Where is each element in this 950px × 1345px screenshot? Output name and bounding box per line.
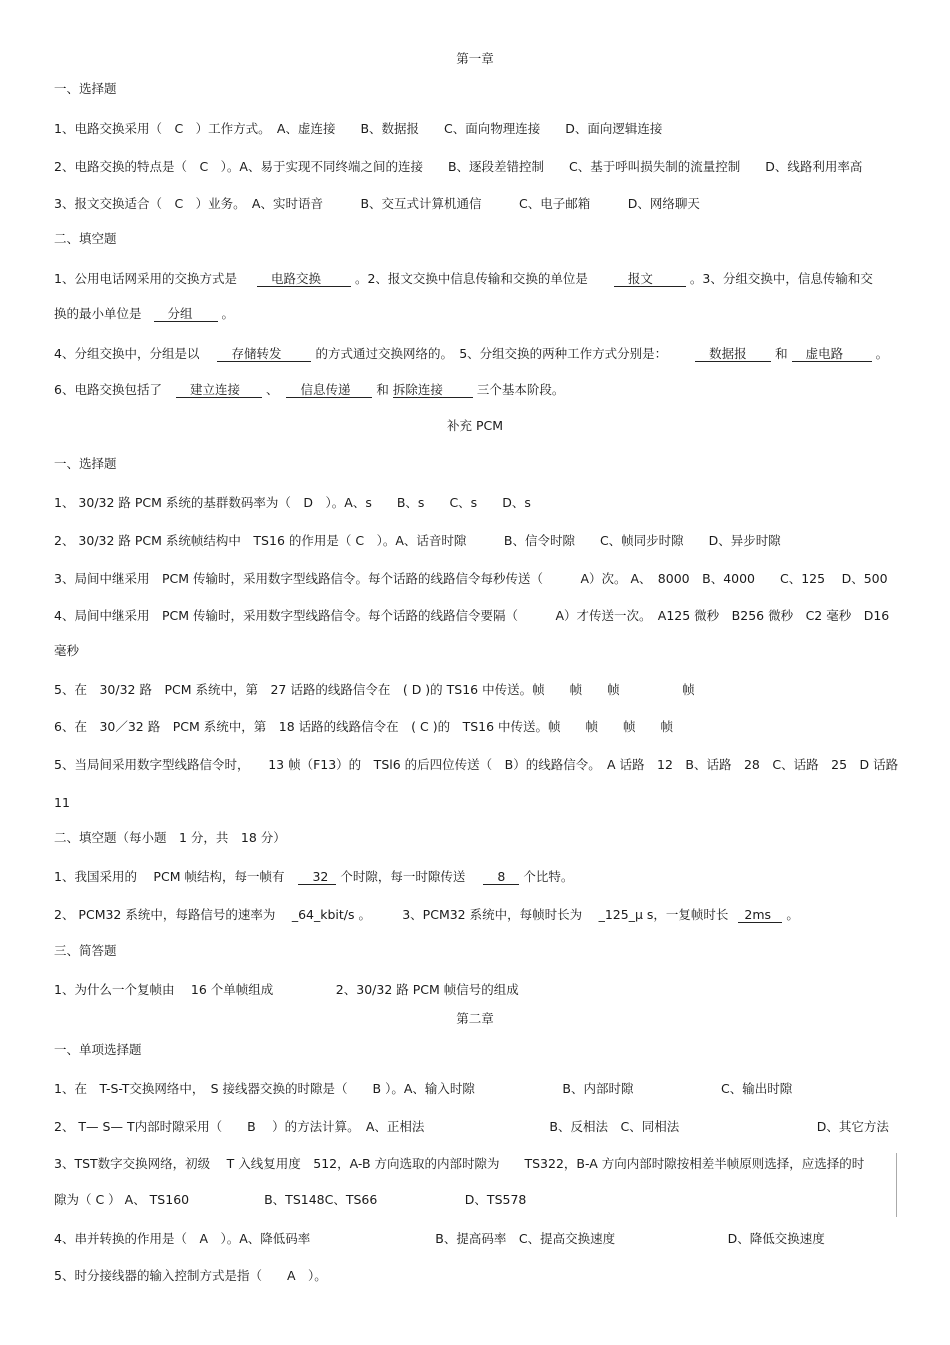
pcm-question-7: 5、当局间采用数字型线路信令时， 13 帧（F13）的 TSl6 的后四位传送（ B）的线路信令。 A 话路 12 B、话路 28 C、话路 25 D 话路 (54, 757, 899, 772)
ch2-section-choice: 一、单项选择题 (54, 1042, 142, 1057)
fill-text: 。3、分组交换中，信息传输和交 (689, 271, 873, 286)
ch2-question-5: 5、时分接线器的输入控制方式是指（ A ）。 (54, 1268, 327, 1283)
pcm-question-4: 4、局间中继采用 PCM 传输时，采用数字型线路信令。每个话路的线路信令要隔（ A）才传送一次。 A125 微秒 B256 微秒 C2 毫秒 D16 (54, 608, 890, 623)
ch2-question-3-cont: 隙为（ C ） A、 TS160 B、TS148C、TS66 D、TS578 (54, 1192, 527, 1207)
fill-text: 的方式通过交换网络的。 5、分组交换的两种工作方式分别是： (315, 346, 668, 361)
fill-text: 2、 PCM32 系统中，每路信号的速率为 _64_kbit/s 。 3、PCM32 系统中，每帧时长为 _125_μ s，一复帧时长 (54, 907, 729, 922)
fill-text: 4、分组交换中，分组是以 (54, 346, 200, 361)
chapter2-title: 第二章 (456, 1011, 494, 1026)
pcm-fill-1 (54, 869, 573, 885)
chapter1-title: 第一章 (456, 51, 494, 66)
fill-text: 和 (376, 382, 389, 397)
fill-text: 1、公用电话网采用的交换方式是 (54, 271, 237, 286)
fill-text: 。 (786, 907, 799, 922)
fill-answer: 存储转发 (217, 347, 311, 362)
fill-text: 、 (265, 382, 279, 397)
fill-answer: 2ms (738, 908, 782, 923)
fill-text: 。2、报文交换中信息传输和交换的单位是 (354, 271, 588, 286)
ch2-question-3: 3、TST数字交换网络，初级 T 入线复用度 512，A-B 方向选取的内部时隙为 TS322，B-A 方向内部时隙按相差半帧原则选择，应选择的时 (54, 1156, 865, 1171)
ch1-fill-6 (54, 382, 564, 398)
ch1-fill-4 (54, 346, 888, 362)
pcm-fill-2 (54, 907, 799, 923)
pcm-question-1: 1、 30/32 路 PCM 系统的基群数码率为（ D ）。A、s B、s C、s D、s (54, 495, 531, 510)
fill-answer: 拆除连接 (393, 383, 473, 398)
pcm-question-4-cont: 毫秒 (54, 643, 80, 658)
pcm-question-2: 2、 30/32 路 PCM 系统帧结构中 TS16 的作用是（ C ）。A、话音时隙 B、信令时隙 C、帧同步时隙 D、异步时隙 (54, 533, 781, 548)
right-margin-rule (896, 1153, 897, 1217)
pcm-short-answers: 1、为什么一个复帧由 16 个单帧组成 2、30/32 路 PCM 帧信号的组成 (54, 982, 519, 997)
pcm-section-choice: 一、选择题 (54, 456, 117, 471)
pcm-question-3: 3、局间中继采用 PCM 传输时，采用数字型线路信令。每个话路的线路信令每秒传送（ A）次。 A、 8000 B、4000 C、125 D、500 (54, 571, 888, 586)
ch1-section-choice: 一、选择题 (54, 81, 117, 96)
fill-text: 和 (775, 346, 788, 361)
pcm-question-7-cont: 11 (54, 795, 70, 810)
fill-answer: 电路交换 (257, 272, 351, 287)
pcm-title: 补充 PCM (446, 418, 504, 433)
fill-text: 个比特。 (523, 869, 574, 884)
fill-answer: 报文 (614, 272, 686, 287)
fill-text: 。 (221, 306, 234, 321)
fill-answer: 建立连接 (176, 383, 262, 398)
ch2-question-4: 4、串并转换的作用是（ A ）。A、降低码率 B、提高码率 C、提高交换速度 D、降低交换速度 (54, 1231, 825, 1246)
ch2-question-2: 2、 T— S— T内部时隙采用（ B ）的方法计算。 A、正相法 B、反相法 C、同相法 D、其它方法 (54, 1119, 889, 1134)
ch1-fill-1 (54, 271, 873, 287)
fill-text: 。 (875, 346, 889, 361)
ch2-question-1: 1、在 T-S-T交换网络中， S 接线器交换的时隙是（ B ）。A、输入时隙 B、内部时隙 C、输出时隙 (54, 1081, 793, 1096)
fill-text: 6、电路交换包括了 (54, 382, 162, 397)
ch1-question-2: 2、电路交换的特点是（ C ）。A、易于实现不同终端之间的连接 B、逐段差错控制 C、基于呼叫损失制的流量控制 D、线路利用率高 (54, 159, 863, 174)
pcm-question-6: 6、在 30／32 路 PCM 系统中，第 18 话路的线路信令在 ( C )的 TS16 中传送。帧 帧 帧 帧 (54, 719, 674, 734)
pcm-section-short: 三、简答题 (54, 943, 117, 958)
fill-text: 1、我国采用的 PCM 帧结构，每一帧有 (54, 869, 285, 884)
ch1-question-3: 3、报文交换适合（ C ）业务。 A、实时语音 B、交互式计算机通信 C、电子邮箱 D、网络聊天 (54, 196, 700, 211)
fill-text: 换的最小单位是 (54, 306, 142, 321)
fill-answer: 分组 (154, 307, 218, 322)
fill-answer: 数据报 (695, 347, 771, 362)
pcm-question-5: 5、在 30/32 路 PCM 系统中，第 27 话路的线路信令在 ( D )的 TS16 中传送。帧 帧 帧 帧 (54, 682, 695, 697)
fill-text: 个时隙，每一时隙传送 (340, 869, 466, 884)
ch1-section-fill: 二、填空题 (54, 231, 117, 246)
fill-answer: 信息传递 (286, 383, 372, 398)
fill-answer: 8 (483, 870, 519, 885)
ch1-fill-1-cont (54, 306, 234, 322)
fill-text: 三个基本阶段。 (476, 382, 565, 397)
fill-answer: 虚电路 (792, 347, 872, 362)
pcm-section-fill: 二、填空题（每小题 1 分，共 18 分） (54, 830, 286, 845)
fill-answer: 32 (298, 870, 336, 885)
ch1-question-1: 1、电路交换采用（ C ）工作方式。 A、虚连接 B、数据报 C、面向物理连接 D、面向逻辑连接 (54, 121, 663, 136)
